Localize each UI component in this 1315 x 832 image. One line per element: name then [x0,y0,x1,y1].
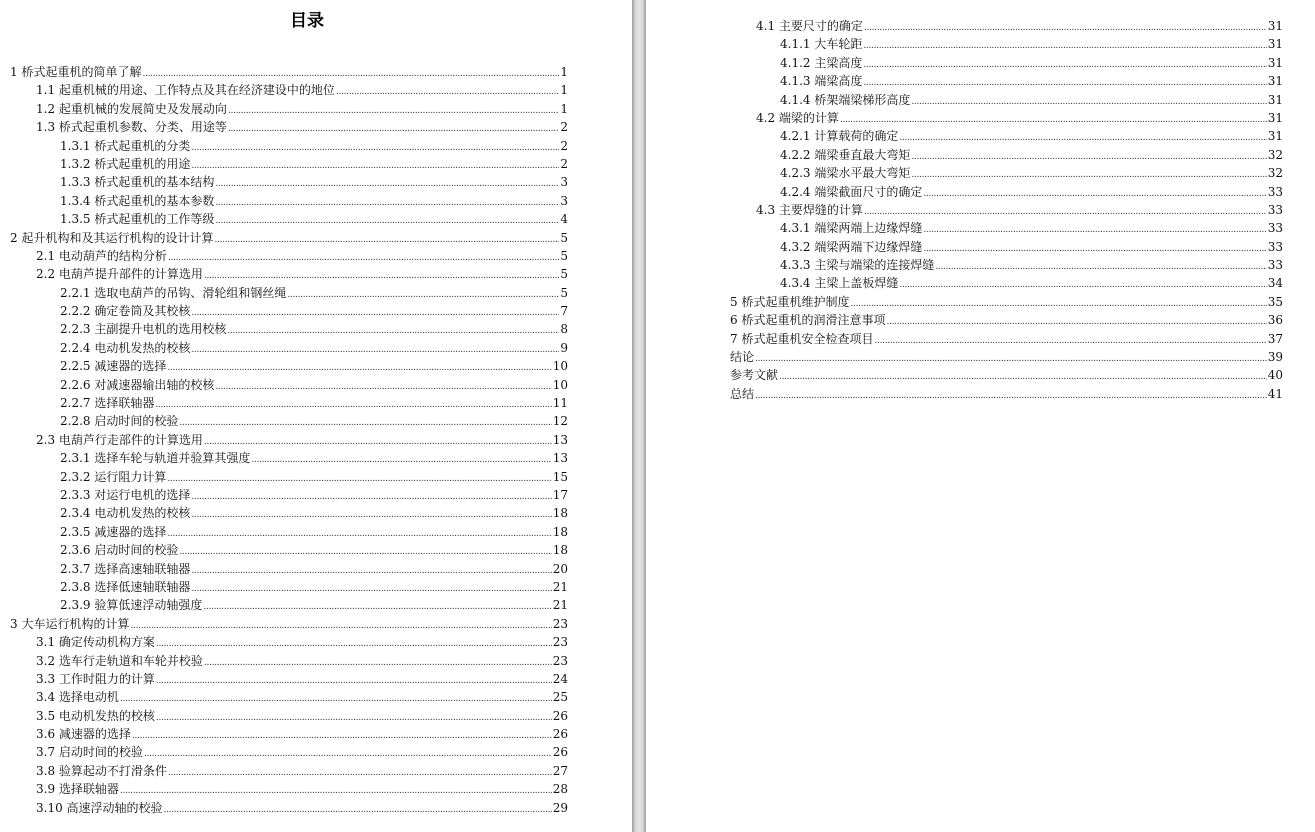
toc-entry-title: 1.3 桥式起重机参数、分类、用途等 [36,120,227,135]
toc-entry-title: 4.2.1 计算载荷的确定 [780,129,899,144]
toc-entry[interactable] [10,652,568,670]
toc-entry-page-number: 21 [552,598,568,613]
toc-entry-title: 4.2.3 端梁水平最大弯矩 [780,166,911,181]
toc-dot-leader [228,102,559,120]
toc-entry-page-number: 33 [1267,258,1283,273]
toc-dot-leader [899,129,1266,147]
toc-entry-page-number: 33 [1267,202,1283,217]
toc-entry-page-number: 1 [560,83,568,98]
page-gutter [632,0,646,832]
toc-dot-leader [156,635,552,653]
toc-dot-leader [840,111,1267,129]
toc-entry-page-number: 31 [1267,129,1283,144]
toc-list-left [10,63,568,817]
toc-entry-title: 2.3.5 减速器的选择 [60,524,167,539]
toc-entry[interactable] [10,118,568,136]
toc-entry-page-number: 26 [552,708,568,723]
toc-entry[interactable] [10,339,568,357]
toc-entry-page-number: 1 [560,65,568,79]
toc-entry[interactable] [10,412,568,430]
toc-entry-page-number: 1 [560,101,568,116]
toc-entry-page-number: 34 [1267,276,1283,291]
toc-entry-title: 2.3 电葫芦行走部件的计算选用 [36,432,203,447]
toc-entry-page-number: 3 [560,193,568,208]
toc-entry-title: 2.3.2 运行阻力计算 [60,469,167,484]
toc-entry[interactable] [730,183,1283,201]
toc-entry[interactable] [10,541,568,559]
toc-entry-title: 4.2 端梁的计算 [756,110,839,125]
toc-dot-leader [227,322,559,340]
toc-entry[interactable] [10,155,568,173]
toc-entry[interactable] [10,688,568,706]
toc-entry-page-number: 8 [560,322,568,337]
toc-entry-page-number: 31 [1267,74,1283,89]
toc-entry[interactable] [10,100,568,118]
toc-entry-page-number: 21 [552,579,568,594]
toc-entry-title: 4.3 主要焊缝的计算 [756,202,863,217]
toc-entry[interactable] [730,91,1283,109]
toc-entry-page-number: 15 [552,469,568,484]
toc-entry[interactable] [730,238,1283,256]
toc-entry[interactable] [730,109,1283,127]
toc-dot-leader [864,19,1267,37]
toc-entry-page-number: 40 [1267,368,1283,383]
toc-entry[interactable] [730,127,1283,145]
toc-entry[interactable] [730,35,1283,53]
toc-dot-leader [336,83,559,101]
toc-entry-title: 1 桥式起重机的简单了解 [10,65,142,79]
toc-entry[interactable] [10,762,568,780]
toc-entry-title: 2.1 电动葫芦的结构分析 [36,248,167,263]
toc-dot-leader [191,139,559,157]
toc-entry-title: 3.6 减速器的选择 [36,727,131,742]
toc-entry-page-number: 13 [552,432,568,447]
toc-entry[interactable] [10,376,568,394]
toc-entry-page-number: 7 [560,304,568,319]
toc-dot-leader [130,617,551,635]
toc-entry[interactable] [730,366,1283,384]
toc-dot-leader [287,286,559,304]
toc-entry-title: 3.1 确定传动机构方案 [36,635,155,650]
toc-dot-leader [215,212,559,230]
toc-entry-page-number: 5 [560,285,568,300]
toc-entry-title: 3.7 启动时间的校验 [36,745,143,760]
toc-dot-leader [935,258,1266,276]
toc-entry[interactable] [730,274,1283,292]
toc-entry-page-number: 27 [552,763,568,778]
toc-entry-page-number: 26 [552,745,568,760]
toc-dot-leader [863,56,1266,74]
toc-dot-leader [923,221,1266,239]
toc-dot-leader [191,157,559,175]
toc-entry[interactable] [10,63,568,81]
toc-entry-page-number: 33 [1267,184,1283,199]
toc-entry-title: 参考文献 [730,368,779,383]
toc-dot-leader [755,387,1267,405]
toc-entry-page-number: 3 [560,175,568,190]
toc-entry-title: 2.3.8 选择低速轴联轴器 [60,579,191,594]
toc-entry[interactable] [10,81,568,99]
toc-entry-title: 4.3.2 端梁两端下边缘焊缝 [780,239,923,254]
toc-entry[interactable] [10,229,568,247]
toc-entry[interactable] [730,72,1283,90]
toc-entry[interactable] [10,596,568,614]
toc-entry[interactable] [10,468,568,486]
toc-dot-leader [120,782,552,800]
toc-entry-page-number: 31 [1267,19,1283,33]
toc-entry-page-number: 36 [1267,313,1283,328]
toc-entry-page-number: 33 [1267,239,1283,254]
toc-entry-page-number: 31 [1267,55,1283,70]
toc-dot-leader [191,506,551,524]
toc-entry-title: 4.2.2 端梁垂直最大弯矩 [780,147,911,162]
toc-dot-leader [191,304,559,322]
toc-entry-title: 2.2 电葫芦提升部件的计算选用 [36,267,203,282]
toc-entry-title: 1.3.5 桥式起重机的工作等级 [60,212,215,227]
toc-entry-title: 4.1.2 主梁高度 [780,55,863,70]
toc-entry-page-number: 23 [552,635,568,650]
toc-dot-leader [191,488,551,506]
toc-entry-title: 2.3.4 电动机发热的校核 [60,506,191,521]
toc-dot-leader [899,276,1266,294]
toc-dot-leader [923,240,1266,258]
toc-entry-title: 4.1.3 端梁高度 [780,74,863,89]
toc-entry-title: 6 桥式起重机的润滑注意事项 [730,313,886,328]
toc-entry-title: 总结 [730,386,755,401]
toc-entry[interactable] [730,330,1283,348]
toc-dot-leader [779,368,1267,386]
toc-dot-leader [755,350,1267,368]
toc-entry[interactable] [730,201,1283,219]
toc-entry[interactable] [10,799,568,817]
toc-entry-title: 4.1.4 桥架端梁梯形高度 [780,92,911,107]
toc-dot-leader [228,120,559,138]
toc-entry-title: 2.2.3 主副提升电机的选用校核 [60,322,227,337]
toc-entry-page-number: 10 [552,377,568,392]
toc-entry-page-number: 31 [1267,110,1283,125]
toc-entry[interactable] [10,523,568,541]
toc-entry-title: 2.2.7 选择联轴器 [60,396,155,411]
toc-entry[interactable] [10,210,568,228]
toc-dot-leader [155,396,551,414]
toc-entry-page-number: 10 [552,359,568,374]
toc-entry-title: 2.2.2 确定卷筒及其校核 [60,304,191,319]
toc-entry-title: 结论 [730,350,755,365]
toc-title: 目录 [290,11,324,31]
toc-entry-title: 4.1.1 大车轮距 [780,37,863,52]
toc-dot-leader [204,433,552,451]
toc-entry-title: 2.2.5 减速器的选择 [60,359,167,374]
toc-entry-title: 4.3.4 主梁上盖板焊缝 [780,276,899,291]
toc-entry-title: 5 桥式起重机维护制度 [730,294,850,309]
toc-entry-title: 2.2.6 对减速器输出轴的校核 [60,377,215,392]
toc-dot-leader [167,359,551,377]
toc-entry-page-number: 18 [552,524,568,539]
toc-entry-title: 3.5 电动机发热的校核 [36,708,155,723]
toc-dot-leader [923,185,1266,203]
toc-dot-leader [863,37,1266,55]
toc-entry-title: 2.2.8 启动时间的校验 [60,414,179,429]
toc-entry[interactable] [730,54,1283,72]
toc-dot-leader [191,341,559,359]
toc-entry[interactable] [730,385,1283,403]
toc-entry[interactable] [10,357,568,375]
toc-entry[interactable] [730,293,1283,311]
toc-entry-title: 2 起升机构和及其运行机构的设计计算 [10,230,214,245]
toc-entry[interactable] [10,265,568,283]
toc-dot-leader [215,175,559,193]
toc-dot-leader [167,525,551,543]
toc-entry-title: 7 桥式起重机安全检查项目 [730,331,874,346]
toc-dot-leader [168,249,559,267]
toc-entry-page-number: 23 [552,616,568,631]
toc-entry-page-number: 2 [560,156,568,171]
toc-entry[interactable] [730,164,1283,182]
toc-dot-leader [911,166,1266,184]
toc-dot-leader [874,332,1266,350]
toc-entry[interactable] [10,633,568,651]
toc-dot-leader [164,801,552,819]
toc-dot-leader [214,231,559,249]
toc-dot-leader [156,709,552,727]
toc-entry-page-number: 5 [560,267,568,282]
toc-dot-leader [179,414,551,432]
toc-entry[interactable] [10,247,568,265]
toc-entry-page-number: 31 [1267,37,1283,52]
toc-entry[interactable] [10,670,568,688]
toc-dot-leader [215,194,559,212]
toc-entry-title: 2.3.7 选择高速轴联轴器 [60,561,191,576]
toc-entry-page-number: 23 [552,653,568,668]
toc-entry-page-number: 26 [552,727,568,742]
toc-entry-page-number: 17 [552,487,568,502]
toc-entry-title: 4.3.3 主梁与端梁的连接焊缝 [780,258,935,273]
toc-list-right [730,17,1283,403]
toc-entry-page-number: 28 [552,782,568,797]
toc-entry[interactable] [10,173,568,191]
toc-entry[interactable] [730,146,1283,164]
toc-entry-title: 2.3.3 对运行电机的选择 [60,487,191,502]
toc-entry-page-number: 5 [560,230,568,245]
toc-entry-page-number: 32 [1267,147,1283,162]
toc-entry[interactable] [10,578,568,596]
toc-dot-leader [132,727,552,745]
toc-entry[interactable] [10,486,568,504]
toc-entry-title: 2.2.4 电动机发热的校核 [60,340,191,355]
toc-entry[interactable] [730,17,1283,35]
toc-entry-title: 1.1 起重机械的用途、工作特点及其在经济建设中的地位 [36,83,335,98]
toc-entry-page-number: 18 [552,543,568,558]
toc-dot-leader [179,543,551,561]
toc-entry[interactable] [10,284,568,302]
toc-entry-title: 4.2.4 端梁截面尺寸的确定 [780,184,923,199]
toc-dot-leader [191,562,551,580]
toc-entry-page-number: 2 [560,138,568,153]
toc-entry-title: 3.10 高速浮动轴的校验 [36,800,163,815]
toc-entry[interactable] [10,449,568,467]
toc-dot-leader [911,93,1266,111]
toc-entry-title: 4.3.1 端梁两端上边缘焊缝 [780,221,923,236]
toc-entry[interactable] [10,707,568,725]
toc-dot-leader [850,295,1266,313]
toc-entry-page-number: 4 [560,212,568,227]
toc-entry-page-number: 2 [560,120,568,135]
toc-entry-title: 1.3.4 桥式起重机的基本参数 [60,193,215,208]
toc-dot-leader [156,672,552,690]
toc-entry[interactable] [10,780,568,798]
toc-entry-title: 1.3.3 桥式起重机的基本结构 [60,175,215,190]
toc-dot-leader [203,598,551,616]
toc-dot-leader [864,203,1267,221]
toc-entry-title: 3 大车运行机构的计算 [10,616,130,631]
toc-dot-leader [911,148,1266,166]
toc-entry-title: 3.8 验算起动不打滑条件 [36,763,167,778]
toc-entry-title: 2.2.1 选取电葫芦的吊钩、滑轮组和钢丝绳 [60,285,287,300]
toc-entry[interactable] [10,394,568,412]
toc-dot-leader [167,470,551,488]
toc-entry[interactable] [730,256,1283,274]
toc-entry-page-number: 9 [560,340,568,355]
toc-dot-leader [215,378,551,396]
toc-entry-page-number: 33 [1267,221,1283,236]
toc-dot-leader [204,654,552,672]
toc-entry[interactable] [10,725,568,743]
toc-entry-title: 2.3.1 选择车轮与轨道并验算其强度 [60,451,251,466]
toc-entry[interactable] [10,320,568,338]
toc-entry-page-number: 5 [560,248,568,263]
toc-entry-page-number: 29 [552,800,568,815]
toc-dot-leader [168,764,552,782]
toc-entry-page-number: 25 [552,690,568,705]
toc-dot-leader [144,745,552,763]
toc-entry-title: 4.1 主要尺寸的确定 [756,19,863,33]
toc-entry[interactable] [730,348,1283,366]
toc-entry-title: 3.2 选车行走轨道和车轮并校验 [36,653,203,668]
toc-entry-page-number: 11 [552,396,568,411]
toc-entry[interactable] [10,504,568,522]
toc-entry-page-number: 37 [1267,331,1283,346]
toc-entry[interactable] [10,560,568,578]
toc-entry-title: 1.2 起重机械的发展简史及发展动向 [36,101,227,116]
toc-entry[interactable] [10,137,568,155]
toc-entry[interactable] [10,192,568,210]
toc-entry-title: 3.3 工作时阻力的计算 [36,671,155,686]
toc-entry-title: 1.3.2 桥式起重机的用途 [60,156,191,171]
toc-entry-title: 3.4 选择电动机 [36,690,119,705]
toc-dot-leader [886,313,1266,331]
toc-entry-page-number: 24 [552,671,568,686]
toc-entry[interactable] [10,431,568,449]
toc-entry-page-number: 35 [1267,294,1283,309]
toc-entry[interactable] [730,219,1283,237]
toc-entry-page-number: 41 [1267,386,1283,401]
toc-entry[interactable] [10,743,568,761]
toc-entry-page-number: 13 [552,451,568,466]
toc-entry[interactable] [10,615,568,633]
toc-entry-page-number: 32 [1267,166,1283,181]
toc-entry-page-number: 12 [552,414,568,429]
toc-dot-leader [191,580,551,598]
toc-dot-leader [251,451,551,469]
toc-dot-leader [120,690,552,708]
toc-entry[interactable] [730,311,1283,329]
toc-dot-leader [863,74,1266,92]
toc-entry-page-number: 39 [1267,350,1283,365]
toc-entry-title: 2.3.6 启动时间的校验 [60,543,179,558]
toc-entry-title: 1.3.1 桥式起重机的分类 [60,138,191,153]
toc-entry-title: 3.9 选择联轴器 [36,782,119,797]
toc-entry-page-number: 20 [552,561,568,576]
toc-entry[interactable] [10,302,568,320]
toc-entry-page-number: 31 [1267,92,1283,107]
toc-entry-title: 2.3.9 验算低速浮动轴强度 [60,598,203,613]
toc-entry-page-number: 18 [552,506,568,521]
